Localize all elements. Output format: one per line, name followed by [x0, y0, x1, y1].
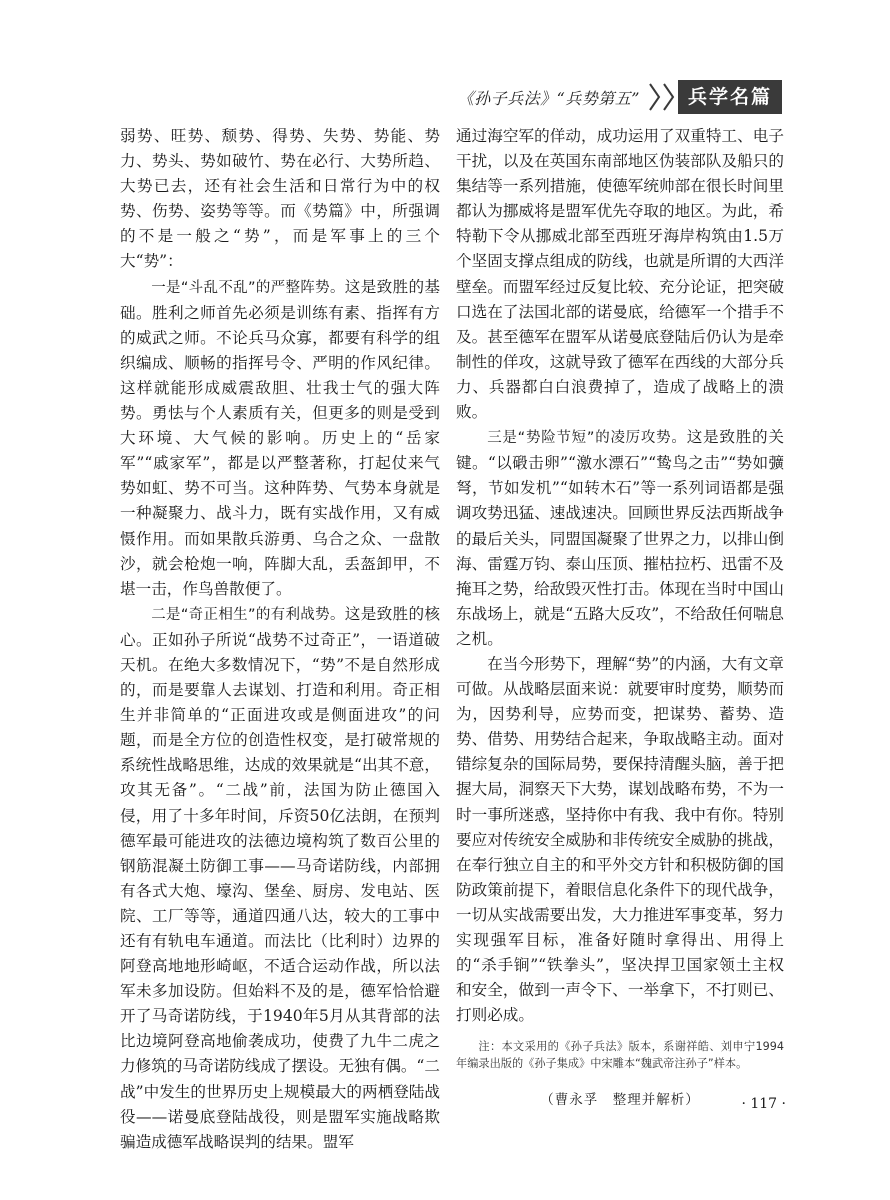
page-number: · 117 · [741, 1096, 786, 1112]
section-heading: 二是“奇正相生”的有利战势。 [151, 606, 345, 623]
paragraph: 在当今形势下，理解“势”的内涵，大有文章可做。从战略层面来说：就要审时度势，顺势而为，因势利导，应势而变，把谋势、蓄势、造势、借势、用势结合起来，争取战略主动。面对错综复杂的国际局势，要保持清醒头脑，善于把握大局，洞察天下大势，谋划战略布势，不为一时一事所迷惑，坚持你中有我、我中有你。特别要应对传统安全威胁和非传统安全威胁的挑战，在奉行独立自主的和平外交方针和积极防御的国防政策前提下，着眼信息化条件下的现代战争，一切从实战需要出发，大力推进军事变革，努力实现强军目标，准备好随时拿得出、用得上的“杀手锏”“铁拳头”，坚决捍卫国家领土主权和安全，做到一声令下、一举拿下，不打则已、打则必成。 [456, 654, 784, 1025]
chevron-icon-2 [662, 82, 676, 112]
section-heading: 三是“势险节短”的凌厉攻势。 [487, 430, 687, 447]
paragraph-body: 这是致胜的核心。正如孙子所说“战势不过奇正”，一语道破天机。在绝大多数情况下，“势”不是自然形成的，而是要靠人去谋划、打造和利用。奇正相生并非简单的“正面进攻或是侧面进攻”的问题，而是全方位的创造性权变，是打破常规的系统性战略思维，达成的效果就是“出其不意，攻其无备”。“二战”前，法国为防止德国入侵，用了十多年时间，斥资50亿法朗，在预判德军最可能进攻的法德边境构筑了数百公里的钢筋混凝土防御工事——马奇诺防线，内部拥有各式大炮、壕沟、堡垒、厨房、发电站、医院、工厂等等，通道四通八达，较大的工事中还有有轨电车通道。而法比（比利时）边界的阿登高地地形崎岖，不适合运动作战，所以法军未多加设防。但始料不及的是，德军恰恰避开了马奇诺防线，于1940年5月从其背部的法比边境阿登高地偷袭成功，使费了九牛二虎之力修筑的马奇诺防线成了摆设。无独有偶。“二战”中发生的世界历史上规模最大的两栖登陆战役——诺曼底登陆战役，则是盟军实施战略欺骗造成德军战略误判的结果。盟军 [120, 604, 440, 1151]
footnote: 注：本文采用的《孙子兵法》版本，系谢祥皓、刘申宁1994年编录出版的《孙子集成》中宋雕本“魏武帝注孙子”样本。 [456, 1040, 784, 1071]
section-heading: 一是“斗乱不乱”的严整阵势。 [151, 279, 345, 296]
paragraph: 通过海空军的佯动，成功运用了双重特工、电子干扰，以及在英国东南部地区伪装部队及船只的集结等一系列措施，使德军统帅部在很长时间里都认为挪威将是盟军优先夺取的地区。为此，希特勒下令从挪威北部至西班牙海岸构筑由1.5万个坚固支撑点组成的防线，也就是所谓的大西洋壁垒。而盟军经过反复比较、充分论证，把突破口选在了法国北部的诺曼底，给德军一个措手不及。甚至德军在盟军从诺曼底登陆后仍认为是牵制性的佯攻，这就导致了德军在西线的大部分兵力、兵器都白白浪费掉了，造成了战略上的溃败。 [456, 127, 784, 422]
paragraph-body: 这是致胜的关键。“以碫击卵”“激水漂石”“鸷鸟之击”“势如彍弩，节如发机”“如转木石”等一系列词语都是强调攻势迅猛、速战速决。回顾世界反法西斯战争的最后关头，同盟国凝聚了世界之力，以排山倒海、雷霆万钧、泰山压顶、摧枯拉朽、迅雷不及掩耳之势，给敌毁灭性打击。体现在当时中国山东战场上，就是“五路大反攻”，不给敌任何喘息之机。 [456, 428, 784, 648]
chevron-icon-1 [648, 82, 662, 112]
chevron-right-icon [648, 82, 676, 112]
left-column [120, 124, 440, 1155]
paragraph [456, 425, 784, 652]
paragraph: 弱势、旺势、颓势、得势、失势、势能、势力、势头、势如破竹、势在必行、大势所趋、大势已去，还有社会生活和日常行为中的权势、伤势、姿势等等。而《势篇》中，所强调的不是一般之“势”，而是军事上的三个大“势”： [120, 127, 440, 271]
paragraph-body: 这是致胜的基础。胜利之师首先必须是训练有素、指挥有方的威武之师。不论兵马众寡，都要有科学的组织编成、顺畅的指挥号令、严明的作风纪律。这样就能形成威震敌胆、壮我士气的强大阵势。勇怯与个人素质有关，但更多的则是受到大环境、大气候的影响。历史上的“岳家军”“戚家军”，都是以严整著称，打起仗来气势如虹、势不可当。这种阵势、气势本身就是一种凝聚力、战斗力，既有实战作用，又有威慑作用。而如果散兵游勇、乌合之众、一盘散沙，就会枪炮一响，阵脚大乱，丢盔卸甲，不堪一击，作鸟兽散便了。 [120, 277, 440, 598]
header-title: 《孙子兵法》“兵势第五” [457, 88, 640, 108]
running-header [458, 80, 782, 114]
right-column [456, 124, 784, 1113]
section-badge: 兵学名篇 [678, 80, 782, 114]
paragraph [120, 602, 440, 1155]
paragraph [120, 275, 440, 602]
author-credit: （曹永孚 整理并解析） [540, 1092, 700, 1109]
